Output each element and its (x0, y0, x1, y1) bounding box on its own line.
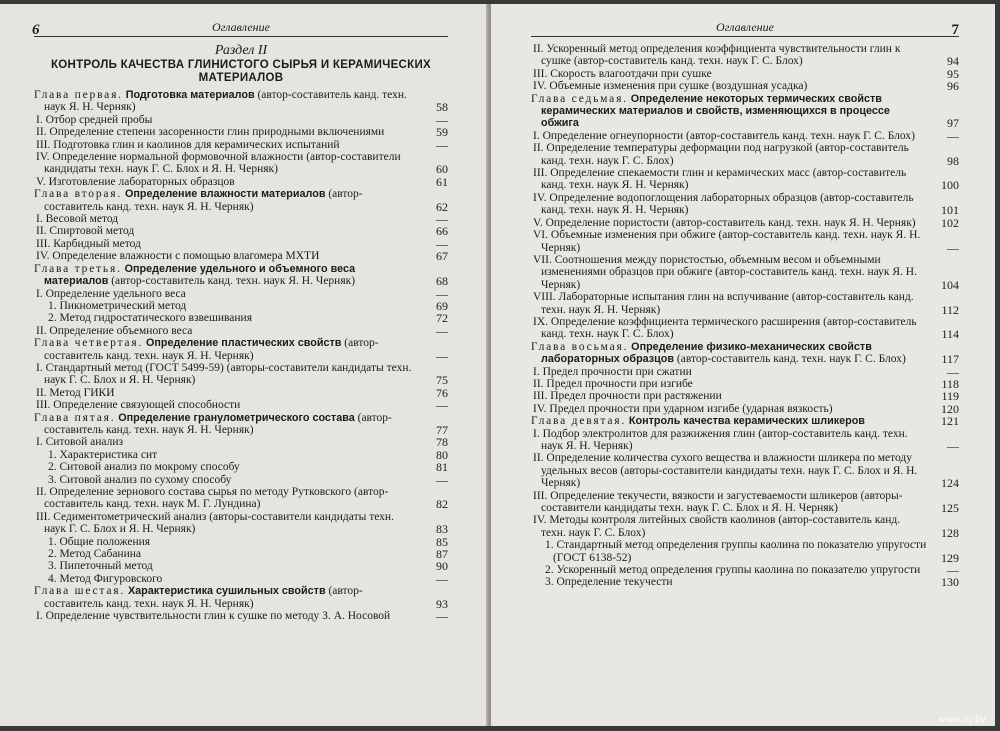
entry-text: V. Определение пористости (автор-составитель канд. техн. наук Я. Н. Черняк) (533, 216, 916, 229)
page-ref: — (436, 137, 448, 152)
entry-text: I. Подбор электролитов для разжижения глин (автор-составитель канд. техн. наук Я. Н. Черняк) (533, 427, 908, 452)
toc-entry-text (34, 225, 422, 237)
entry-text: I. Определение удельного веса (36, 287, 186, 300)
toc-entry-text (34, 511, 422, 536)
toc-entry (34, 114, 448, 126)
toc-entry-text (34, 312, 422, 324)
entry-text: IV. Методы контроля литейных свойств каолинов (автор-составитель канд. техн. наук Г. С. Блох) (533, 514, 901, 539)
chapter-label: Глава седьмая. (531, 92, 628, 105)
page-ref: 95 (947, 66, 959, 81)
running-header-left (34, 14, 448, 37)
entry-text: 1. Стандартный метод определения группы каолина по показателю упругости (ГОСТ 6138-52) (545, 539, 927, 564)
toc-entry-text (34, 288, 422, 300)
toc-entry-text (531, 167, 933, 192)
toc-entry-text (531, 192, 933, 217)
entry-text: II. Метод ГИКИ (36, 386, 115, 399)
toc-entry (34, 300, 448, 312)
toc-entry (34, 362, 448, 387)
toc-entry-text (34, 387, 422, 399)
chapter-label: Глава четвертая. (34, 337, 144, 350)
toc-entry (531, 80, 959, 92)
toc-entry (34, 250, 448, 262)
toc-entry (34, 449, 448, 461)
toc-entry-text (34, 412, 422, 437)
toc-entry-text (34, 548, 422, 560)
toc-entry (34, 610, 448, 622)
toc-entry-text (531, 378, 933, 390)
page-ref: 68 (436, 274, 448, 289)
toc-entry-text (531, 403, 933, 415)
page-ref: — (436, 348, 448, 363)
toc-entry-text (34, 188, 422, 213)
page-ref: 85 (436, 534, 448, 549)
entry-text: I. Весовой метод (36, 213, 119, 226)
toc-entry-text (531, 514, 933, 539)
toc-entry (531, 539, 959, 564)
toc-entry-text (531, 428, 933, 453)
entry-text: III. Определение текучести, вязкости и загустеваемости шликеров (авторы-составители кандидаты техн. наук Г. С. Блох и Я. Н. Черняк) (533, 489, 903, 515)
entry-text: VIII. Лабораторные испытания глин на вспучивание (автор-составитель канд. техн. наук Я. Н. Черняк) (533, 291, 914, 316)
page-ref: 94 (947, 54, 959, 69)
entry-text: III. Скорость влагоотдачи при сушке (533, 67, 712, 80)
page-ref: 58 (436, 100, 448, 115)
page-ref: 69 (436, 298, 448, 313)
toc-entry-text (34, 573, 422, 585)
page-ref: 102 (941, 215, 959, 230)
entry-text: II. Определение температуры деформации под нагрузкой (автор-составитель канд. техн. наук Г. С. Блох) (533, 142, 909, 167)
entry-text: 1. Общие положения (48, 535, 151, 548)
running-header-right (531, 14, 959, 37)
toc-chapter (531, 415, 959, 427)
toc-entry (531, 217, 959, 229)
page-ref: 130 (941, 575, 959, 590)
toc-chapter (34, 412, 448, 437)
toc-chapter (34, 188, 448, 213)
toc-entry-text (531, 316, 933, 341)
chapter-label: Глава восьмая. (531, 340, 629, 353)
toc-entry (34, 288, 448, 300)
toc-entry (34, 176, 448, 188)
entry-text: (автор-составитель канд. техн. наук Я. Н. Черняк) (44, 89, 407, 114)
entry-text: II. Ускоренный метод определения коэффициента чувствительности глин к сушке (автор-составитель канд. техн. наук Г. С. Блох) (533, 43, 901, 68)
entry-text: IV. Объемные изменения при сушке (воздушная усадка) (533, 80, 808, 93)
chapter-title: Определение некоторых термических свойств керамических материалов и свойств, изменяющихся в процессе обжига (541, 92, 890, 130)
toc-entry-text (531, 68, 933, 80)
toc-entry-text (531, 564, 933, 576)
entry-text: (автор-составитель канд. техн. наук Я. Н. Черняк) (44, 188, 363, 213)
entry-text: II. Предел прочности при изгибе (533, 377, 693, 390)
page-ref: 80 (436, 447, 448, 462)
entry-text: 2. Метод гидростатического взвешивания (48, 312, 252, 325)
page-number: 7 (951, 22, 959, 38)
entry-text: (автор-составитель канд. техн. наук Я. Н. Черняк) (44, 585, 363, 610)
toc-entry (34, 225, 448, 237)
entry-text: III. Карбидный метод (36, 237, 141, 250)
toc-entry (531, 43, 959, 68)
page-ref: — (436, 323, 448, 338)
entry-text: 1. Характеристика сит (48, 448, 158, 461)
toc-entry (531, 68, 959, 80)
toc-chapter (531, 93, 959, 130)
toc-entry-text (531, 43, 933, 68)
entry-text: VII. Соотношения между пористостью, объемным весом и объемными изменениями образцов при обжиге (автор-составитель канд. техн. наук Я. Н. Черняк) (533, 253, 917, 291)
running-title: Оглавление (716, 20, 774, 34)
entry-text: IV. Определение влажности с помощью влагомера МХТИ (36, 250, 320, 263)
page-ref: 60 (436, 162, 448, 177)
page-ref: — (436, 112, 448, 127)
entry-text: I. Отбор средней пробы (36, 113, 153, 126)
toc-entry-text (34, 585, 422, 610)
toc-entry-text (34, 610, 422, 622)
entry-text: III. Определение связующей способности (36, 399, 241, 412)
toc-entry-text (34, 474, 422, 486)
toc-entry-text (34, 238, 422, 250)
toc-entry-text (531, 366, 933, 378)
toc-entry-text (34, 362, 422, 387)
chapter-title: Подготовка материалов (125, 89, 255, 101)
chapter-label: Глава пятая. (34, 411, 116, 424)
toc-chapter (34, 89, 448, 114)
page-ref: — (947, 240, 959, 255)
page-ref: 59 (436, 125, 448, 140)
page-ref: 96 (947, 79, 959, 94)
chapter-title: Определение удельного и объемного веса материалов (44, 262, 356, 288)
toc-entry (531, 167, 959, 192)
toc-entry-text (531, 93, 933, 130)
toc-entry (34, 511, 448, 536)
page-ref: 81 (436, 460, 448, 475)
toc-entry-text (531, 130, 933, 142)
toc-entry-text (34, 399, 422, 411)
chapter-title: Характеристика сушильных свойств (127, 585, 326, 598)
toc-entry (34, 573, 448, 585)
page-ref: — (436, 286, 448, 301)
entry-text: I. Стандартный метод (ГОСТ 5499-59) (авторы-составители кандидаты техн. наук Г. С. Блох и Я. Н. Черняк) (36, 361, 412, 387)
toc-entry (531, 291, 959, 316)
toc-entry-text (531, 254, 933, 291)
toc-chapter (34, 263, 448, 288)
entry-text: 2. Ситовой анализ по мокрому способу (48, 461, 240, 474)
entry-text: II. Определение зернового состава сырья по методу Рутковского (автор-составитель канд. техн. наук М. Г. Лундина) (36, 486, 389, 511)
page-ref: 124 (941, 476, 959, 491)
toc-entry-text (34, 114, 422, 126)
toc-entry (34, 139, 448, 151)
toc-entry (34, 312, 448, 324)
entry-text: IV. Предел прочности при ударном изгибе (ударная вязкость) (533, 402, 833, 415)
chapter-title: Определение физико-механических свойств лабораторных образцов (541, 340, 872, 366)
toc-entry (34, 486, 448, 511)
toc-entry-text (34, 461, 422, 473)
chapter-label: Глава девятая. (531, 415, 627, 428)
section-title: КОНТРОЛЬ КАЧЕСТВА ГЛИНИСТОГО СЫРЬЯ И КЕРАМИЧЕСКИХ МАТЕРИАЛОВ (50, 59, 431, 84)
toc-entry-text (34, 250, 422, 262)
toc-entry-text (34, 89, 422, 114)
chapter-title: Определение влажности материалов (124, 188, 326, 201)
toc-list-right (531, 43, 959, 589)
toc-entry-text (34, 560, 422, 572)
toc-entry-text (34, 151, 422, 176)
toc-entry-text (34, 126, 422, 138)
toc-entry (531, 378, 959, 390)
toc-entry (34, 436, 448, 448)
page-ref: 66 (436, 224, 448, 239)
entry-text: I. Определение огнеупорности (автор-составитель канд. техн. наук Г. С. Блох) (533, 129, 915, 142)
entry-text: (автор-составитель канд. техн. наук Г. С. Блох) (676, 353, 906, 366)
toc-entry (531, 254, 959, 291)
toc-entry (531, 316, 959, 341)
toc-entry-text (531, 142, 933, 167)
page-ref: — (436, 212, 448, 227)
entry-text: 1. Пикнометрический метод (48, 299, 187, 312)
page-ref: 90 (436, 559, 448, 574)
chapter-title: Определение гранулометрического состава (118, 411, 355, 424)
toc-entry (34, 387, 448, 399)
toc-entry-text (531, 291, 933, 316)
entry-text: III. Седиментометрический анализ (авторы-составители кандидаты техн. наук Г. С. Блох и Я. Н. Черняк) (36, 510, 394, 536)
toc-entry (34, 126, 448, 138)
page-ref: 97 (947, 116, 959, 131)
toc-entry (34, 548, 448, 560)
entry-text: IX. Определение коэффициента термического расширения (автор-составитель канд. техн. наук Г. С. Блох) (533, 315, 917, 341)
toc-entry (531, 452, 959, 489)
toc-entry-text (34, 325, 422, 337)
toc-entry (531, 192, 959, 217)
entry-text: II. Определение количества сухого вещества и влажности шликера по методу удельных весов (авторы-составители кандидаты техн. наук Г. С. Блох и Я. Н. Черняк) (533, 452, 918, 490)
toc-entry-text (531, 229, 933, 254)
entry-text: IV. Определение нормальной формовочной влажности (автор-составители кандидаты техн. наук Г. С. Блох и Я. Н. Черняк) (36, 151, 401, 176)
page-ref: — (947, 439, 959, 453)
page-number: 6 (32, 22, 40, 38)
toc-entry-text (34, 300, 422, 312)
page-ref: 93 (436, 596, 448, 611)
entry-text: 4. Метод Фигуровского (48, 572, 163, 585)
toc-entry (531, 576, 959, 588)
page-ref: 62 (436, 199, 448, 214)
page-ref: 77 (436, 422, 448, 437)
toc-entry-text (34, 337, 422, 362)
entry-text: 3. Определение текучести (545, 576, 673, 589)
toc-entry-text (34, 449, 422, 461)
toc-entry (531, 130, 959, 142)
toc-entry (34, 560, 448, 572)
watermark: www.ay.by (938, 715, 986, 725)
page-ref: — (947, 364, 959, 379)
toc-chapter (34, 585, 448, 610)
page-ref: 101 (941, 203, 959, 218)
chapter-label: Глава первая. (34, 89, 123, 101)
running-title: Оглавление (212, 20, 270, 34)
page-ref: 114 (941, 327, 959, 342)
page-ref: — (436, 571, 448, 586)
toc-entry (531, 514, 959, 539)
toc-entry (34, 536, 448, 548)
page-ref: — (436, 236, 448, 251)
page-ref: 83 (436, 522, 448, 537)
entry-text: II. Определение объемного веса (36, 324, 193, 337)
page-ref: 125 (941, 501, 959, 516)
page-ref: 75 (436, 373, 448, 388)
page-ref: 120 (941, 401, 959, 416)
chapter-label: Глава третья. (34, 262, 122, 275)
toc-entry (531, 390, 959, 402)
toc-entry (531, 229, 959, 254)
page-ref: — (947, 128, 959, 143)
entry-text: 2. Метод Сабанина (48, 548, 141, 561)
toc-entry-text (531, 390, 933, 402)
toc-entry-text (34, 176, 422, 188)
entry-text: V. Изготовление лабораторных образцов (36, 175, 235, 188)
page-ref: — (436, 472, 448, 487)
page-ref: 82 (436, 497, 448, 512)
toc-entry (531, 142, 959, 167)
entry-text: 3. Пипеточный метод (48, 560, 153, 573)
page-ref: 100 (941, 178, 959, 193)
page-ref: 117 (941, 352, 959, 367)
toc-entry-text (34, 536, 422, 548)
page-ref: 118 (941, 376, 959, 391)
toc-entry-text (34, 139, 422, 151)
toc-entry-text (531, 576, 933, 588)
toc-entry-text (531, 539, 933, 564)
page-ref: 119 (941, 389, 959, 404)
toc-entry-text (34, 436, 422, 448)
toc-entry-text (34, 213, 422, 225)
page-ref: 61 (436, 174, 448, 189)
entry-text: I. Ситовой анализ (36, 436, 124, 449)
page-ref: 104 (941, 277, 959, 292)
toc-entry-text (531, 80, 933, 92)
entry-text: (автор-составитель канд. техн. наук Я. Н. Черняк) (44, 411, 392, 436)
toc-entry (34, 151, 448, 176)
entry-text: (автор-составитель канд. техн. наук Я. Н. Черняк) (111, 275, 356, 288)
page-ref: 128 (941, 525, 959, 540)
page-ref: 67 (436, 249, 448, 264)
toc-entry (34, 474, 448, 486)
toc-entry (531, 403, 959, 415)
chapter-label: Глава шестая. (34, 585, 126, 598)
toc-entry (34, 238, 448, 250)
entry-text: III. Предел прочности при растяжении (533, 390, 722, 403)
entry-text: 2. Ускоренный метод определения группы каолина по показателю упругости (545, 564, 921, 577)
toc-entry (531, 564, 959, 576)
toc-entry (34, 461, 448, 473)
page-ref: 129 (941, 550, 959, 565)
entry-text: II. Спиртовой метод (36, 225, 135, 238)
section-label: Раздел II (214, 43, 268, 58)
toc-entry-text (531, 341, 933, 366)
toc-entry-text (531, 452, 933, 489)
toc-entry (34, 213, 448, 225)
page-ref: 121 (941, 414, 959, 429)
toc-chapter (531, 341, 959, 366)
left-page (0, 4, 488, 726)
page-ref: — (947, 563, 959, 578)
page-ref: 87 (436, 547, 448, 562)
chapter-label: Глава вторая. (34, 188, 123, 201)
entry-text: III. Определение спекаемости глин и керамических масс (автор-составитель канд. техн. наук Я. Н. Черняк) (533, 167, 907, 192)
section-heading (34, 43, 448, 85)
toc-entry (531, 366, 959, 378)
chapter-title: Определение пластических свойств (145, 337, 342, 350)
entry-text: IV. Определение водопоглощения лабораторных образцов (автор-составитель канд. техн. наук Я. Н. Черняк) (533, 191, 914, 217)
toc-entry-text (531, 217, 933, 229)
entry-text: (автор-составитель канд. техн. наук Я. Н. Черняк) (44, 337, 379, 362)
chapter-title: Контроль качества керамических шликеров (628, 415, 865, 428)
toc-entry-text (531, 415, 933, 427)
toc-entry (34, 399, 448, 411)
toc-list-left (34, 89, 448, 622)
entry-text: I. Определение чувствительности глин к сушке по методу З. А. Носовой (36, 610, 391, 623)
page-ref: 98 (947, 153, 959, 168)
entry-text: I. Предел прочности при сжатии (533, 365, 692, 378)
page-ref: 112 (941, 302, 959, 317)
toc-entry (34, 325, 448, 337)
page-ref: — (436, 609, 448, 624)
toc-entry-text (531, 490, 933, 515)
toc-entry-text (34, 263, 422, 288)
toc-entry (531, 490, 959, 515)
entry-text: II. Определение степени засоренности глин природными включениями (36, 126, 385, 139)
page-ref: — (436, 398, 448, 413)
page-ref: 72 (436, 311, 448, 326)
toc-chapter (34, 337, 448, 362)
toc-entry (531, 428, 959, 453)
page-ref: 78 (436, 435, 448, 450)
entry-text: III. Подготовка глин и каолинов для керамических испытаний (36, 138, 340, 151)
toc-entry-text (34, 486, 422, 511)
entry-text: 3. Ситовой анализ по сухому способу (48, 473, 232, 486)
page-ref: 76 (436, 385, 448, 400)
right-page (491, 4, 995, 726)
entry-text: VI. Объемные изменения при обжиге (автор-составитель канд. техн. наук Я. Н. Черняк) (533, 229, 921, 254)
